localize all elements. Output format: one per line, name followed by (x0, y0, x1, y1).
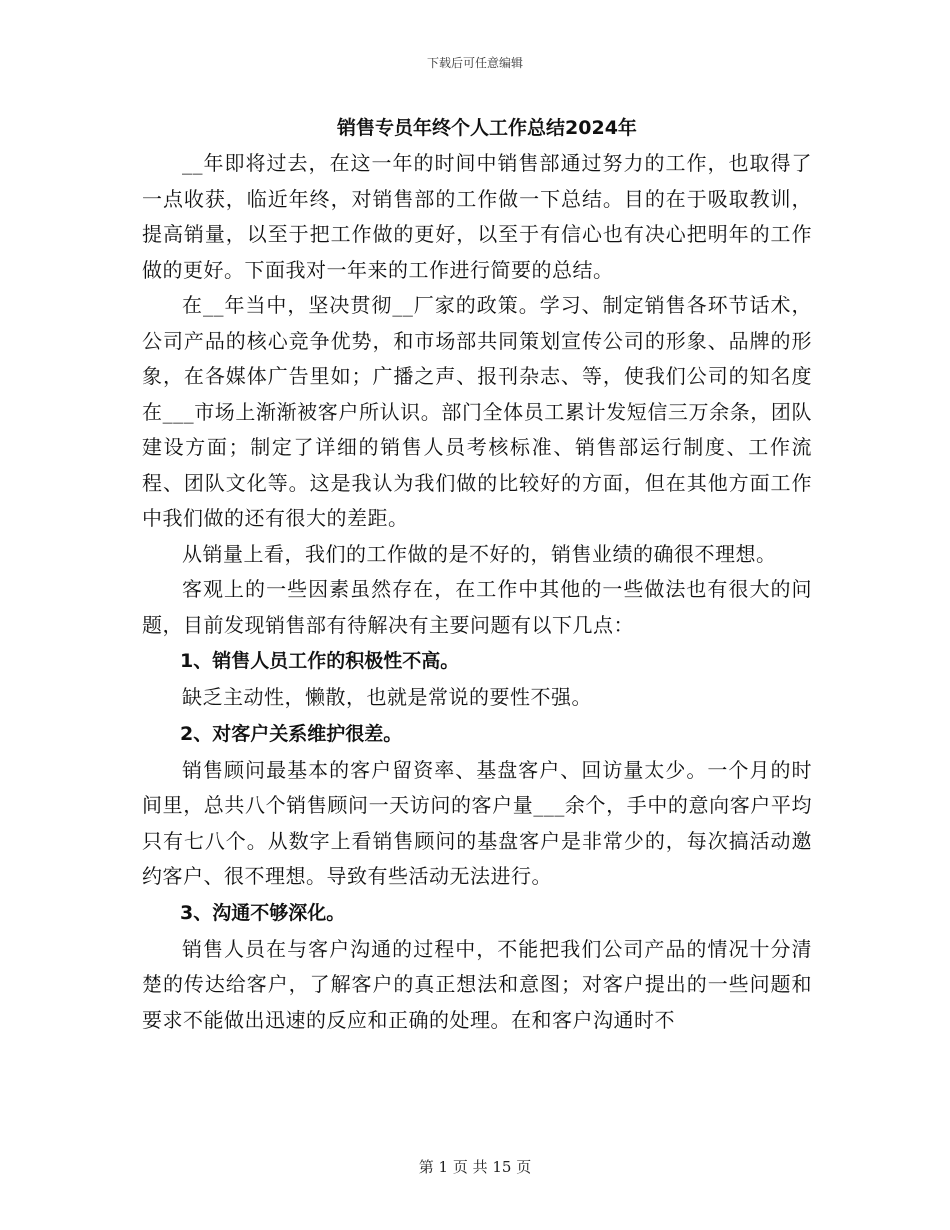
paragraph: 销售人员在与客户沟通的过程中，不能把我们公司产品的情况十分清楚的传达给客户，了解客户的真正想法和意图；对客户提出的一些问题和要求不能做出迅速的反应和正确的处理。在和客户沟通时不 (142, 936, 812, 1032)
page-footer: 第 1 页 共 15 页 (418, 1158, 532, 1176)
section-heading: 1、销售人员工作的积极性不高。 (180, 650, 460, 672)
header-note: 下载后可任意编辑 (426, 56, 523, 70)
document-body (142, 110, 812, 1038)
paragraph: 缺乏主动性，懒散，也就是常说的要性不强。 (182, 685, 592, 709)
paragraph: __年即将过去，在这一年的时间中销售部通过努力的工作，也取得了一点收获，临近年终，对销售部的工作做一下总结。目的在于吸取教训，提高销量，以至于把工作做的更好，以至于有信心也有决心把明年的工作做的更好。下面我对一年来的工作进行简要的总结。 (142, 151, 812, 282)
section-heading: 3、沟通不够深化。 (180, 901, 346, 924)
paragraph: 销售顾问最基本的客户留资率、基盘客户、回访量太少。一个月的时间里，总共八个销售顾问一天访问的客户量___余个，手中的意向客户平均只有七八个。从数字上看销售顾问的基盘客户是非常少的，每次搞活动邀约客户、很不理想。导致有些活动无法进行。 (142, 757, 812, 888)
paragraph: 客观上的一些因素虽然存在，在工作中其他的一些做法也有很大的问题，目前发现销售部有待解决有主要问题有以下几点： (142, 577, 812, 637)
document-title: 销售专员年终个人工作总结2024年 (337, 117, 637, 139)
paragraph: 在__年当中，坚决贯彻__厂家的政策。学习、制定销售各环节话术，公司产品的核心竞争优势，和市场部共同策划宣传公司的形象、品牌的形象，在各媒体广告里如；广播之声、报刊杂志、等，使我们公司的知名度在___市场上渐渐被客户所认识。部门全体员工累计发短信三万余条，团队建设方面；制定了详细的销售人员考核标准、销售部运行制度、工作流程、团队文化等。这是我认为我们做的比较好的方面，但在其他方面工作中我们做的还有很大的差距。 (142, 293, 812, 530)
section-heading: 2、对客户关系维护很差。 (180, 722, 403, 745)
paragraph: 从销量上看，我们的工作做的是不好的，销售业绩的确很不理想。 (182, 541, 777, 566)
